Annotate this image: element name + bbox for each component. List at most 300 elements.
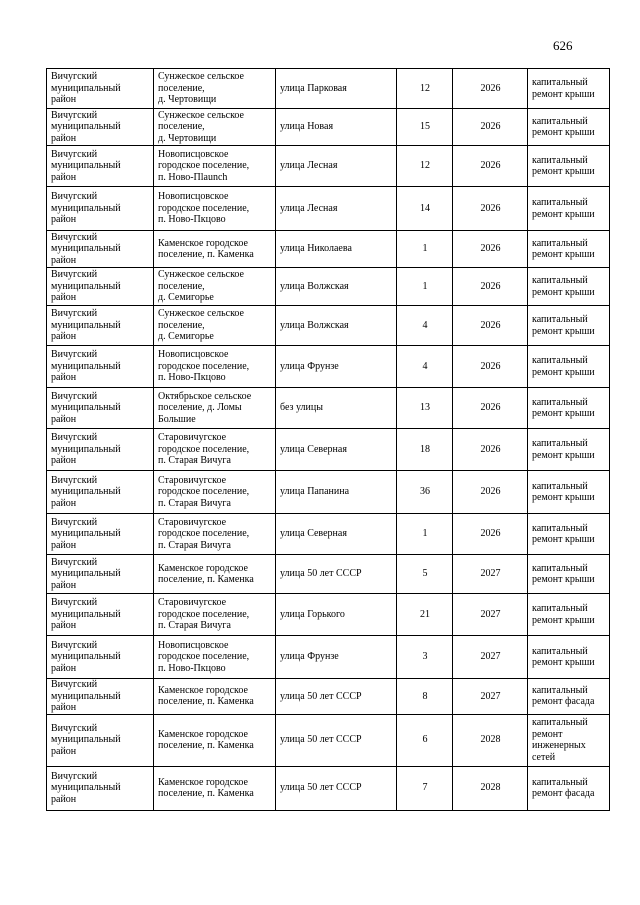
table-row [47, 268, 610, 306]
house-number-cell [397, 766, 453, 810]
work-type-cell-line: ремонт крыши [532, 492, 595, 503]
district-cell-line: район [51, 497, 77, 509]
street-cell [276, 679, 397, 715]
work-type-cell [528, 231, 610, 268]
house-number-cell [397, 231, 453, 268]
settlement-cell-line: Старовичугское [158, 516, 227, 528]
settlement-cell-line: городское поселение, [158, 360, 250, 372]
district-cell [47, 514, 154, 555]
work-type-cell-line: капитальный [532, 237, 588, 249]
settlement-cell [154, 268, 276, 306]
work-type-cell-line: ремонт крыши [532, 166, 595, 177]
district-cell [47, 471, 154, 514]
settlement-cell [154, 231, 276, 268]
house-number-cell [397, 636, 453, 679]
street-cell-text: улица Парковая [280, 82, 347, 94]
street-cell-text: улица Волжская [280, 319, 349, 331]
district-cell-line: муниципальный [51, 690, 121, 702]
district-cell-line: муниципальный [51, 443, 121, 455]
work-type-cell [528, 109, 610, 146]
year-cell [453, 714, 528, 766]
street-cell [276, 636, 397, 679]
year-cell-text: 2027 [480, 651, 501, 663]
work-type-cell [528, 555, 610, 594]
district-cell-line: Вичугский [51, 191, 98, 203]
district-cell [47, 187, 154, 231]
district-cell-line: Вичугский [51, 390, 98, 402]
house-number-cell-text: 8 [422, 690, 428, 702]
year-cell [453, 388, 528, 429]
year-cell [453, 471, 528, 514]
district-cell [47, 429, 154, 471]
work-type-cell-line: сетей [532, 751, 556, 763]
work-type-cell [528, 514, 610, 555]
table-row [47, 388, 610, 429]
year-cell [453, 679, 528, 715]
work-type-cell-line: капитальный [532, 522, 588, 534]
street-cell [276, 594, 397, 636]
year-cell [453, 514, 528, 555]
settlement-cell-line: Новописцовское [158, 349, 229, 361]
settlement-cell [154, 429, 276, 471]
district-cell-line: муниципальный [51, 319, 121, 331]
settlement-cell-line: городское поселение, [158, 202, 250, 214]
settlement-cell-line: Сунжеское сельское [158, 109, 244, 121]
settlement-cell-line: Каменское городское [158, 562, 248, 574]
work-type-cell [528, 346, 610, 388]
district-cell [47, 346, 154, 388]
street-cell [276, 69, 397, 109]
district-cell-line: муниципальный [51, 82, 121, 94]
street-cell [276, 471, 397, 514]
district-cell-line: район [51, 372, 77, 384]
work-type-cell-line: капитальный [532, 77, 588, 88]
street-cell [276, 555, 397, 594]
table-body [47, 69, 610, 811]
year-cell [453, 146, 528, 187]
district-cell-line: Вичугский [51, 432, 98, 444]
table-row [47, 679, 610, 715]
year-cell [453, 594, 528, 636]
year-cell [453, 109, 528, 146]
street-cell-text: улица Лесная [280, 202, 338, 214]
settlement-cell [154, 388, 276, 429]
year-cell [453, 429, 528, 471]
work-type-cell-line: капитальный [532, 480, 588, 492]
house-number-cell [397, 679, 453, 715]
district-cell-line: Вичугский [51, 597, 98, 609]
work-type-cell-line: ремонт крыши [532, 574, 595, 585]
settlement-cell-line: Сунжеское сельское [158, 71, 244, 83]
settlement-cell [154, 109, 276, 146]
district-cell [47, 146, 154, 187]
street-cell-text: улица 50 лет СССР [280, 568, 362, 580]
settlement-cell [154, 766, 276, 810]
district-cell-line: район [51, 702, 77, 713]
settlement-cell-line: п. Ново-Пкцово [158, 662, 226, 674]
work-type-cell-line: ремонт крыши [532, 286, 595, 298]
year-cell-text: 2026 [480, 121, 501, 133]
table-row [47, 109, 610, 146]
house-number-cell [397, 187, 453, 231]
street-cell-text: улица Северная [280, 443, 347, 455]
settlement-cell-line: п. Старая Вичуга [158, 497, 231, 509]
house-number-cell-text: 6 [422, 734, 428, 746]
work-type-cell-line: ремонт крыши [532, 208, 595, 220]
repair-schedule-table [46, 68, 610, 811]
work-type-cell-line: капитальный [532, 314, 588, 325]
house-number-cell [397, 146, 453, 187]
house-number-cell [397, 69, 453, 109]
street-cell [276, 514, 397, 555]
year-cell [453, 231, 528, 268]
work-type-cell-line: инженерных [532, 740, 586, 751]
district-cell-line: Вичугский [51, 474, 98, 486]
house-number-cell [397, 268, 453, 306]
street-cell [276, 346, 397, 388]
table-row [47, 306, 610, 346]
district-cell [47, 306, 154, 346]
district-cell [47, 231, 154, 268]
settlement-cell-line: д. Чертовищи [158, 94, 217, 106]
district-cell [47, 714, 154, 766]
street-cell [276, 187, 397, 231]
district-cell-line: Вичугский [51, 71, 98, 83]
district-cell-line: Вичугский [51, 639, 98, 651]
table-row [47, 514, 610, 555]
street-cell-text: улица 50 лет СССР [280, 690, 362, 702]
settlement-cell [154, 306, 276, 346]
house-number-cell-text: 21 [420, 608, 430, 620]
street-cell-text: улица 50 лет СССР [280, 782, 362, 794]
district-cell-line: муниципальный [51, 782, 121, 794]
settlement-cell-line: д. Чертовищи [158, 132, 217, 144]
settlement-cell-line: поселение, п. Каменка [158, 740, 254, 751]
street-cell [276, 109, 397, 146]
district-cell-line: район [51, 745, 77, 757]
year-cell-text: 2026 [480, 319, 501, 331]
settlement-cell [154, 146, 276, 187]
year-cell-text: 2026 [480, 360, 501, 372]
house-number-cell [397, 594, 453, 636]
district-cell-line: Вичугский [51, 349, 98, 361]
settlement-cell-line: п. Старая Вичуга [158, 539, 231, 551]
street-cell-text: улица Фрунзе [280, 651, 339, 663]
year-cell-text: 2026 [480, 486, 501, 498]
settlement-cell [154, 714, 276, 766]
settlement-cell [154, 471, 276, 514]
district-cell [47, 555, 154, 594]
settlement-cell-line: городское поселение, [158, 486, 250, 498]
district-cell [47, 636, 154, 679]
year-cell-text: 2028 [480, 782, 501, 794]
district-cell-line: район [51, 579, 77, 591]
district-cell [47, 268, 154, 306]
year-cell-text: 2027 [480, 568, 501, 580]
year-cell [453, 69, 528, 109]
settlement-cell-line: городское поселение, [158, 443, 250, 455]
work-type-cell-line: капитальный [532, 776, 588, 788]
district-cell-line: Вичугский [51, 269, 98, 281]
house-number-cell-text: 7 [422, 782, 428, 794]
settlement-cell-line: городское поселение, [158, 528, 250, 540]
year-cell-text: 2026 [480, 82, 501, 94]
district-cell-line: район [51, 292, 77, 304]
settlement-cell [154, 346, 276, 388]
house-number-cell-text: 12 [420, 160, 430, 172]
year-cell-text: 2026 [480, 202, 501, 214]
district-cell-line: муниципальный [51, 651, 121, 663]
settlement-cell [154, 514, 276, 555]
work-type-cell-line: капитальный [532, 197, 588, 208]
year-cell-text: 2026 [480, 160, 501, 172]
work-type-cell-line: капитальный [532, 438, 588, 449]
table-row [47, 187, 610, 231]
year-cell [453, 187, 528, 231]
street-cell [276, 306, 397, 346]
street-cell [276, 429, 397, 471]
work-type-cell [528, 679, 610, 715]
district-cell-line: район [51, 214, 77, 226]
work-type-cell [528, 306, 610, 346]
street-cell [276, 268, 397, 306]
work-type-cell-line: капитальный [532, 275, 588, 286]
table-row [47, 146, 610, 187]
work-type-cell [528, 187, 610, 231]
year-cell-text: 2026 [480, 443, 501, 455]
settlement-cell-line: Новописцовское [158, 639, 229, 651]
house-number-cell-text: 14 [420, 202, 430, 214]
year-cell [453, 306, 528, 346]
work-type-cell [528, 714, 610, 766]
settlement-cell-line: поселение, [158, 319, 205, 331]
settlement-cell-line: п. Старая Вичуга [158, 620, 231, 632]
year-cell [453, 766, 528, 810]
district-cell-line: муниципальный [51, 360, 121, 372]
work-type-cell-line: ремонт крыши [532, 325, 595, 337]
year-cell-text: 2026 [480, 243, 501, 255]
street-cell-text: улица 50 лет СССР [280, 734, 362, 746]
work-type-cell-line: капитальный [532, 717, 588, 728]
settlement-cell-line: п. Ново-Пlaunch [158, 171, 228, 183]
house-number-cell-text: 1 [422, 243, 428, 255]
settlement-cell-line: Каменское городское [158, 237, 248, 249]
settlement-cell-line: поселение, п. Каменка [158, 788, 254, 799]
year-cell-text: 2028 [480, 734, 501, 746]
street-cell [276, 388, 397, 429]
work-type-cell-line: ремонт крыши [532, 614, 595, 626]
house-number-cell [397, 714, 453, 766]
settlement-cell [154, 555, 276, 594]
work-type-cell-line: капитальный [532, 562, 588, 574]
district-cell-line: район [51, 662, 77, 674]
table-row [47, 766, 610, 810]
district-cell-line: район [51, 171, 77, 183]
district-cell-line: Вичугский [51, 231, 98, 243]
settlement-cell-line: д. Семигорье [158, 331, 214, 343]
work-type-cell-line: капитальный [532, 396, 588, 408]
settlement-cell [154, 594, 276, 636]
settlement-cell [154, 187, 276, 231]
district-cell [47, 109, 154, 146]
district-cell-line: район [51, 620, 77, 632]
work-type-cell-line: ремонт крыши [532, 88, 595, 100]
district-cell-line: район [51, 793, 77, 805]
table-row [47, 471, 610, 514]
district-cell [47, 388, 154, 429]
work-type-cell-line: ремонт крыши [532, 449, 595, 461]
table-row [47, 429, 610, 471]
settlement-cell-line: Октябрьское сельское [158, 390, 252, 402]
year-cell [453, 268, 528, 306]
district-cell-line: муниципальный [51, 528, 121, 540]
table-row [47, 231, 610, 268]
district-cell [47, 679, 154, 715]
street-cell-text: улица Фрунзе [280, 360, 339, 372]
street-cell [276, 766, 397, 810]
street-cell-text: улица Волжская [280, 280, 349, 292]
work-type-cell-line: капитальный [532, 355, 588, 366]
settlement-cell-line: Новописцовское [158, 148, 229, 160]
settlement-cell-line: д. Семигорье [158, 292, 214, 304]
district-cell-line: район [51, 413, 77, 425]
settlement-cell-line: п. Ново-Пкцово [158, 372, 226, 384]
district-cell-line: муниципальный [51, 280, 121, 292]
settlement-cell [154, 679, 276, 715]
street-cell [276, 231, 397, 268]
street-cell-text: улица Лесная [280, 160, 338, 172]
street-cell-text: без улицы [280, 402, 323, 414]
work-type-cell-line: капитальный [532, 154, 588, 166]
settlement-cell-line: поселение, п. Каменка [158, 696, 254, 708]
work-type-cell [528, 766, 610, 810]
settlement-cell-line: Новописцовское [158, 191, 229, 203]
settlement-cell-line: городское поселение, [158, 651, 250, 663]
settlement-cell-line: городское поселение, [158, 608, 250, 620]
district-cell-line: муниципальный [51, 202, 121, 214]
district-cell-line: муниципальный [51, 402, 121, 414]
work-type-cell-line: капитальный [532, 603, 588, 614]
house-number-cell [397, 306, 453, 346]
settlement-cell-line: поселение, [158, 82, 205, 94]
district-cell [47, 69, 154, 109]
house-number-cell-text: 1 [422, 528, 428, 540]
house-number-cell-text: 3 [422, 651, 428, 663]
settlement-cell-line: поселение, п. Каменка [158, 249, 254, 260]
street-cell-text: улица Папанина [280, 486, 350, 498]
year-cell-text: 2027 [480, 608, 501, 620]
settlement-cell-line: поселение, д. Ломы [158, 402, 242, 414]
settlement-cell-line: городское поселение, [158, 160, 250, 172]
street-cell-text: улица Северная [280, 528, 347, 540]
settlement-cell-line: Каменское городское [158, 776, 248, 788]
district-cell-line: Вичугский [51, 148, 98, 160]
district-cell [47, 766, 154, 810]
settlement-cell-line: Каменское городское [158, 728, 248, 740]
table-row [47, 714, 610, 766]
house-number-cell [397, 471, 453, 514]
district-cell-line: Вичугский [51, 722, 98, 734]
street-cell [276, 714, 397, 766]
work-type-cell [528, 146, 610, 187]
district-cell-line: Вичугский [51, 308, 98, 320]
page-number: 626 [553, 38, 573, 53]
house-number-cell [397, 346, 453, 388]
house-number-cell [397, 514, 453, 555]
district-cell-line: район [51, 331, 77, 343]
work-type-cell [528, 268, 610, 306]
house-number-cell-text: 18 [420, 443, 430, 455]
settlement-cell-line: Большие [158, 413, 196, 425]
district-cell-line: Вичугский [51, 679, 98, 690]
house-number-cell-text: 4 [422, 360, 428, 372]
work-type-cell-line: ремонт фасада [532, 788, 595, 799]
settlement-cell-line: поселение, [158, 280, 205, 292]
district-cell [47, 594, 154, 636]
work-type-cell-line: ремонт [532, 728, 563, 740]
district-cell-line: Вичугский [51, 770, 98, 782]
year-cell [453, 636, 528, 679]
district-cell-line: муниципальный [51, 121, 121, 133]
year-cell-text: 2026 [480, 280, 501, 292]
work-type-cell-line: ремонт крыши [532, 408, 595, 419]
district-cell-line: муниципальный [51, 243, 121, 255]
district-cell-line: муниципальный [51, 608, 121, 620]
house-number-cell-text: 13 [420, 402, 430, 414]
house-number-cell [397, 109, 453, 146]
table-row [47, 636, 610, 679]
district-cell-line: Вичугский [51, 556, 98, 568]
house-number-cell [397, 555, 453, 594]
year-cell [453, 555, 528, 594]
street-cell-text: улица Николаева [280, 243, 352, 255]
work-type-cell-line: ремонт крыши [532, 249, 595, 260]
settlement-cell-line: Старовичугское [158, 597, 227, 609]
house-number-cell-text: 15 [420, 121, 430, 133]
year-cell-text: 2027 [480, 690, 501, 702]
district-cell-line: муниципальный [51, 734, 121, 746]
district-cell-line: муниципальный [51, 160, 121, 172]
settlement-cell-line: поселение, [158, 121, 205, 133]
year-cell [453, 346, 528, 388]
house-number-cell-text: 12 [420, 82, 430, 94]
house-number-cell [397, 429, 453, 471]
work-type-cell-line: ремонт крыши [532, 127, 595, 138]
work-type-cell-line: капитальный [532, 115, 588, 127]
district-cell-line: район [51, 254, 77, 266]
settlement-cell-line: Старовичугское [158, 474, 227, 486]
district-cell-line: район [51, 94, 77, 106]
district-cell-line: Вичугский [51, 109, 98, 121]
district-cell-line: Вичугский [51, 516, 98, 528]
street-cell-text: улица Горького [280, 608, 345, 620]
house-number-cell-text: 36 [420, 486, 430, 498]
work-type-cell [528, 636, 610, 679]
settlement-cell-line: Каменское городское [158, 684, 248, 696]
work-type-cell-line: ремонт крыши [532, 534, 595, 545]
settlement-cell-line: Сунжеское сельское [158, 269, 244, 281]
house-number-cell [397, 388, 453, 429]
work-type-cell-line: капитальный [532, 684, 588, 696]
work-type-cell [528, 594, 610, 636]
year-cell-text: 2026 [480, 528, 501, 540]
district-cell-line: муниципальный [51, 486, 121, 498]
district-cell-line: район [51, 132, 77, 144]
work-type-cell [528, 69, 610, 109]
settlement-cell [154, 636, 276, 679]
table-row [47, 69, 610, 109]
work-type-cell-line: капитальный [532, 645, 588, 657]
